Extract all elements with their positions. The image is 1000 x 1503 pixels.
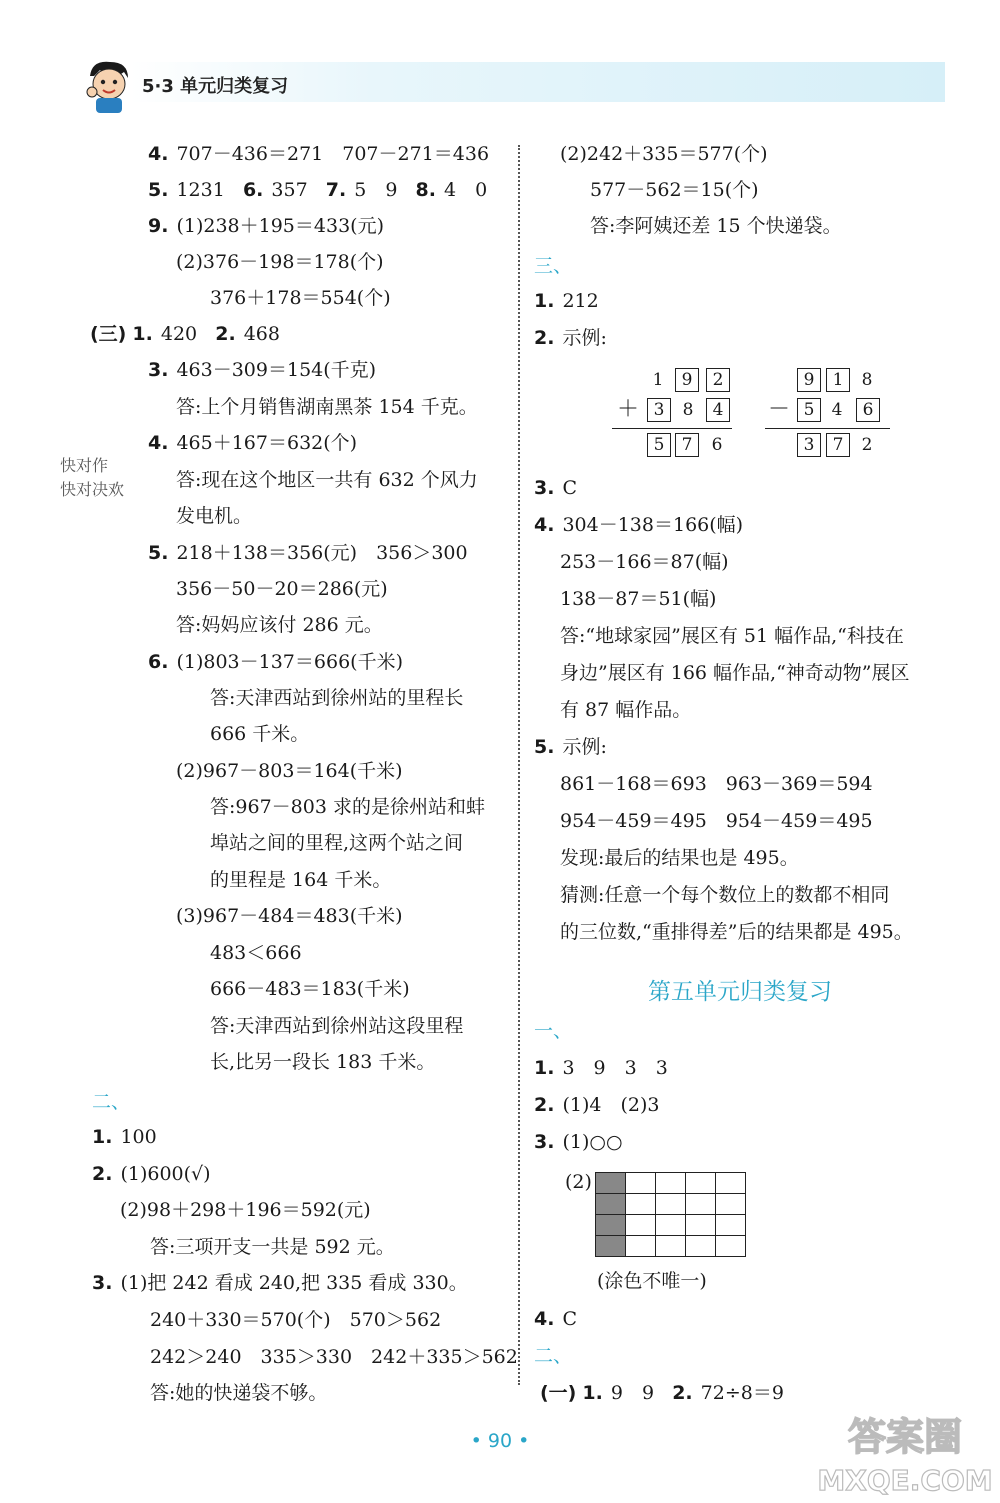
digit: 2 [861, 435, 873, 455]
answer-line: 666 千米。 [210, 723, 310, 745]
answer-line: 2. 示例: [534, 327, 607, 349]
answer-line: 1. 100 [92, 1126, 157, 1148]
answer-line: 861－168＝693 963－369＝594 [560, 773, 873, 795]
grid-note: (涂色不唯一) [597, 1270, 707, 1292]
answer-line: 答:天津西站到徐州站的里程长 [210, 687, 464, 709]
answer-line: 242＞240 335＞330 242＋335＞562 [150, 1346, 518, 1368]
answer-line: 9. (1)238＋195＝433(元) [148, 215, 384, 237]
answer-line: 发现:最后的结果也是 495。 [560, 847, 799, 869]
answer-line: 4. 465＋167＝632(个) [148, 432, 358, 454]
answer-line: (3)967－484＝483(千米) [176, 905, 403, 927]
digit-box: 7 [826, 433, 850, 457]
answer-line: (2)967－803＝164(千米) [176, 760, 403, 782]
digit-box: 5 [647, 433, 671, 457]
answer-line: 答:三项开支一共是 592 元。 [150, 1236, 395, 1258]
answer-line: 5. 218＋138＝356(元) 356＞300 [148, 542, 468, 564]
answer-line: (2)242＋335＝577(个) [560, 143, 768, 165]
digit-box: 1 [826, 368, 850, 392]
difference-line [765, 428, 890, 429]
digit-box: 9 [797, 368, 821, 392]
section-heading: 二、 [92, 1091, 131, 1113]
answer-line: 954－459＝495 954－459＝495 [560, 810, 873, 832]
column-divider [518, 145, 520, 1385]
mascot-boy-icon [78, 58, 138, 114]
answer-line: 577－562＝15(个) [590, 179, 759, 201]
answer-line: 4. 707－436＝271 707－271＝436 [148, 143, 490, 165]
answer-line: 答:“地球家园”展区有 51 幅作品,“科技在 [560, 625, 904, 647]
shaded-grid [595, 1172, 746, 1257]
answer-line: 1. 3 9 3 3 [534, 1057, 668, 1079]
answer-line: 的里程是 164 千米。 [210, 869, 392, 891]
digit-box: 4 [706, 398, 730, 422]
answer-line: 身边”展区有 166 幅作品,“神奇动物”展区 [560, 662, 910, 684]
answer-line: 答:967－803 求的是徐州站和蚌 [210, 796, 485, 818]
watermark-logo [815, 1405, 995, 1500]
answer-line: 答:妈妈应该付 286 元。 [176, 614, 383, 636]
answer-line: 答:她的快递袋不够。 [150, 1382, 328, 1404]
page-number: • 90 • [470, 1430, 530, 1452]
answer-line: 483＜666 [210, 942, 302, 964]
answer-line: 666－483＝183(千米) [210, 978, 410, 1000]
digit: 8 [682, 400, 694, 420]
answer-line: 答:现在这个地区一共有 632 个风力 [176, 469, 478, 491]
answer-line: 2. (1)600(√) [92, 1163, 211, 1185]
sum-line [612, 428, 732, 429]
answer-line: 3. 463－309＝154(千克) [148, 359, 377, 381]
answer-line: 4. C [534, 1308, 577, 1330]
answer-line: 1. 212 [534, 290, 599, 312]
answer-line: 3. (1)把 242 看成 240,把 335 看成 330。 [92, 1272, 468, 1294]
digit-box: 9 [675, 368, 699, 392]
answer-line: 5. 1231 6. 357 7. 5 9 8. 4 0 [148, 179, 488, 201]
answer-line: 376＋178＝554(个) [210, 287, 391, 309]
svg-text:MXQE.COM: MXQE.COM [817, 1464, 993, 1497]
answer-line: 答:天津西站到徐州站这段里程 [210, 1015, 464, 1037]
unit-title: 第五单元归类复习 [648, 979, 832, 1005]
digit-box: 6 [856, 398, 880, 422]
answer-line: 6. (1)803－137＝666(千米) [148, 651, 403, 673]
digit: 6 [711, 435, 723, 455]
answer-line: 猜测:任意一个每个数位上的数都不相同 [560, 884, 890, 906]
answer-line: (2)376－198＝178(个) [176, 251, 384, 273]
answer-line: 253－166＝87(幅) [560, 551, 729, 573]
answer-line: 埠站之间的里程,这两个站之间 [210, 832, 464, 854]
answer-line: 有 87 幅作品。 [560, 699, 692, 721]
answer-line: 5. 示例: [534, 736, 607, 758]
answer-line: (一) 1. 9 9 2. 72÷8＝9 [540, 1382, 784, 1404]
digit-box: 5 [797, 398, 821, 422]
answer-line: 答:上个月销售湖南黑茶 154 千克。 [176, 396, 478, 418]
answer-line: 的三位数,“重排得差”后的结果都是 495。 [560, 921, 913, 943]
minus-sign: － [768, 397, 791, 422]
answer-line: 4. 304－138＝166(幅) [534, 514, 744, 536]
answer-line: 3. C [534, 477, 577, 499]
page-header [0, 40, 1000, 130]
section-heading: 二、 [534, 1345, 573, 1367]
digit-box: 7 [675, 433, 699, 457]
digit: 8 [861, 370, 873, 390]
digit: 4 [831, 400, 843, 420]
answer-line: 240＋330＝570(个) 570＞562 [150, 1309, 442, 1331]
answer-line: 发电机。 [176, 505, 253, 527]
digit-box: 3 [647, 398, 671, 422]
section-heading: 三、 [534, 255, 573, 277]
answer-line: (三) 1. 420 2. 468 [90, 323, 280, 345]
section-heading: 一、 [534, 1020, 573, 1042]
answer-line: (2) [565, 1171, 592, 1193]
answer-line: 2. (1)4 (2)3 [534, 1094, 660, 1116]
answer-line: 答:李阿姨还差 15 个快递袋。 [590, 215, 842, 237]
margin-note: 快对作 快对决欢 [60, 456, 125, 499]
svg-text:答案圈: 答案圈 [847, 1415, 963, 1459]
answer-line: 138－87＝51(幅) [560, 588, 717, 610]
header-title: 5·3 单元归类复习 [142, 76, 289, 97]
plus-sign: ＋ [617, 397, 640, 422]
digit: 1 [652, 370, 664, 390]
answer-line: (2)98＋298＋196＝592(元) [120, 1199, 371, 1221]
digit-box: 2 [706, 368, 730, 392]
answer-line: 356－50－20＝286(元) [176, 578, 388, 600]
digit-box: 3 [797, 433, 821, 457]
answer-line: 长,比另一段长 183 千米。 [210, 1051, 436, 1073]
answer-line: 3. (1)○○ [534, 1131, 623, 1153]
